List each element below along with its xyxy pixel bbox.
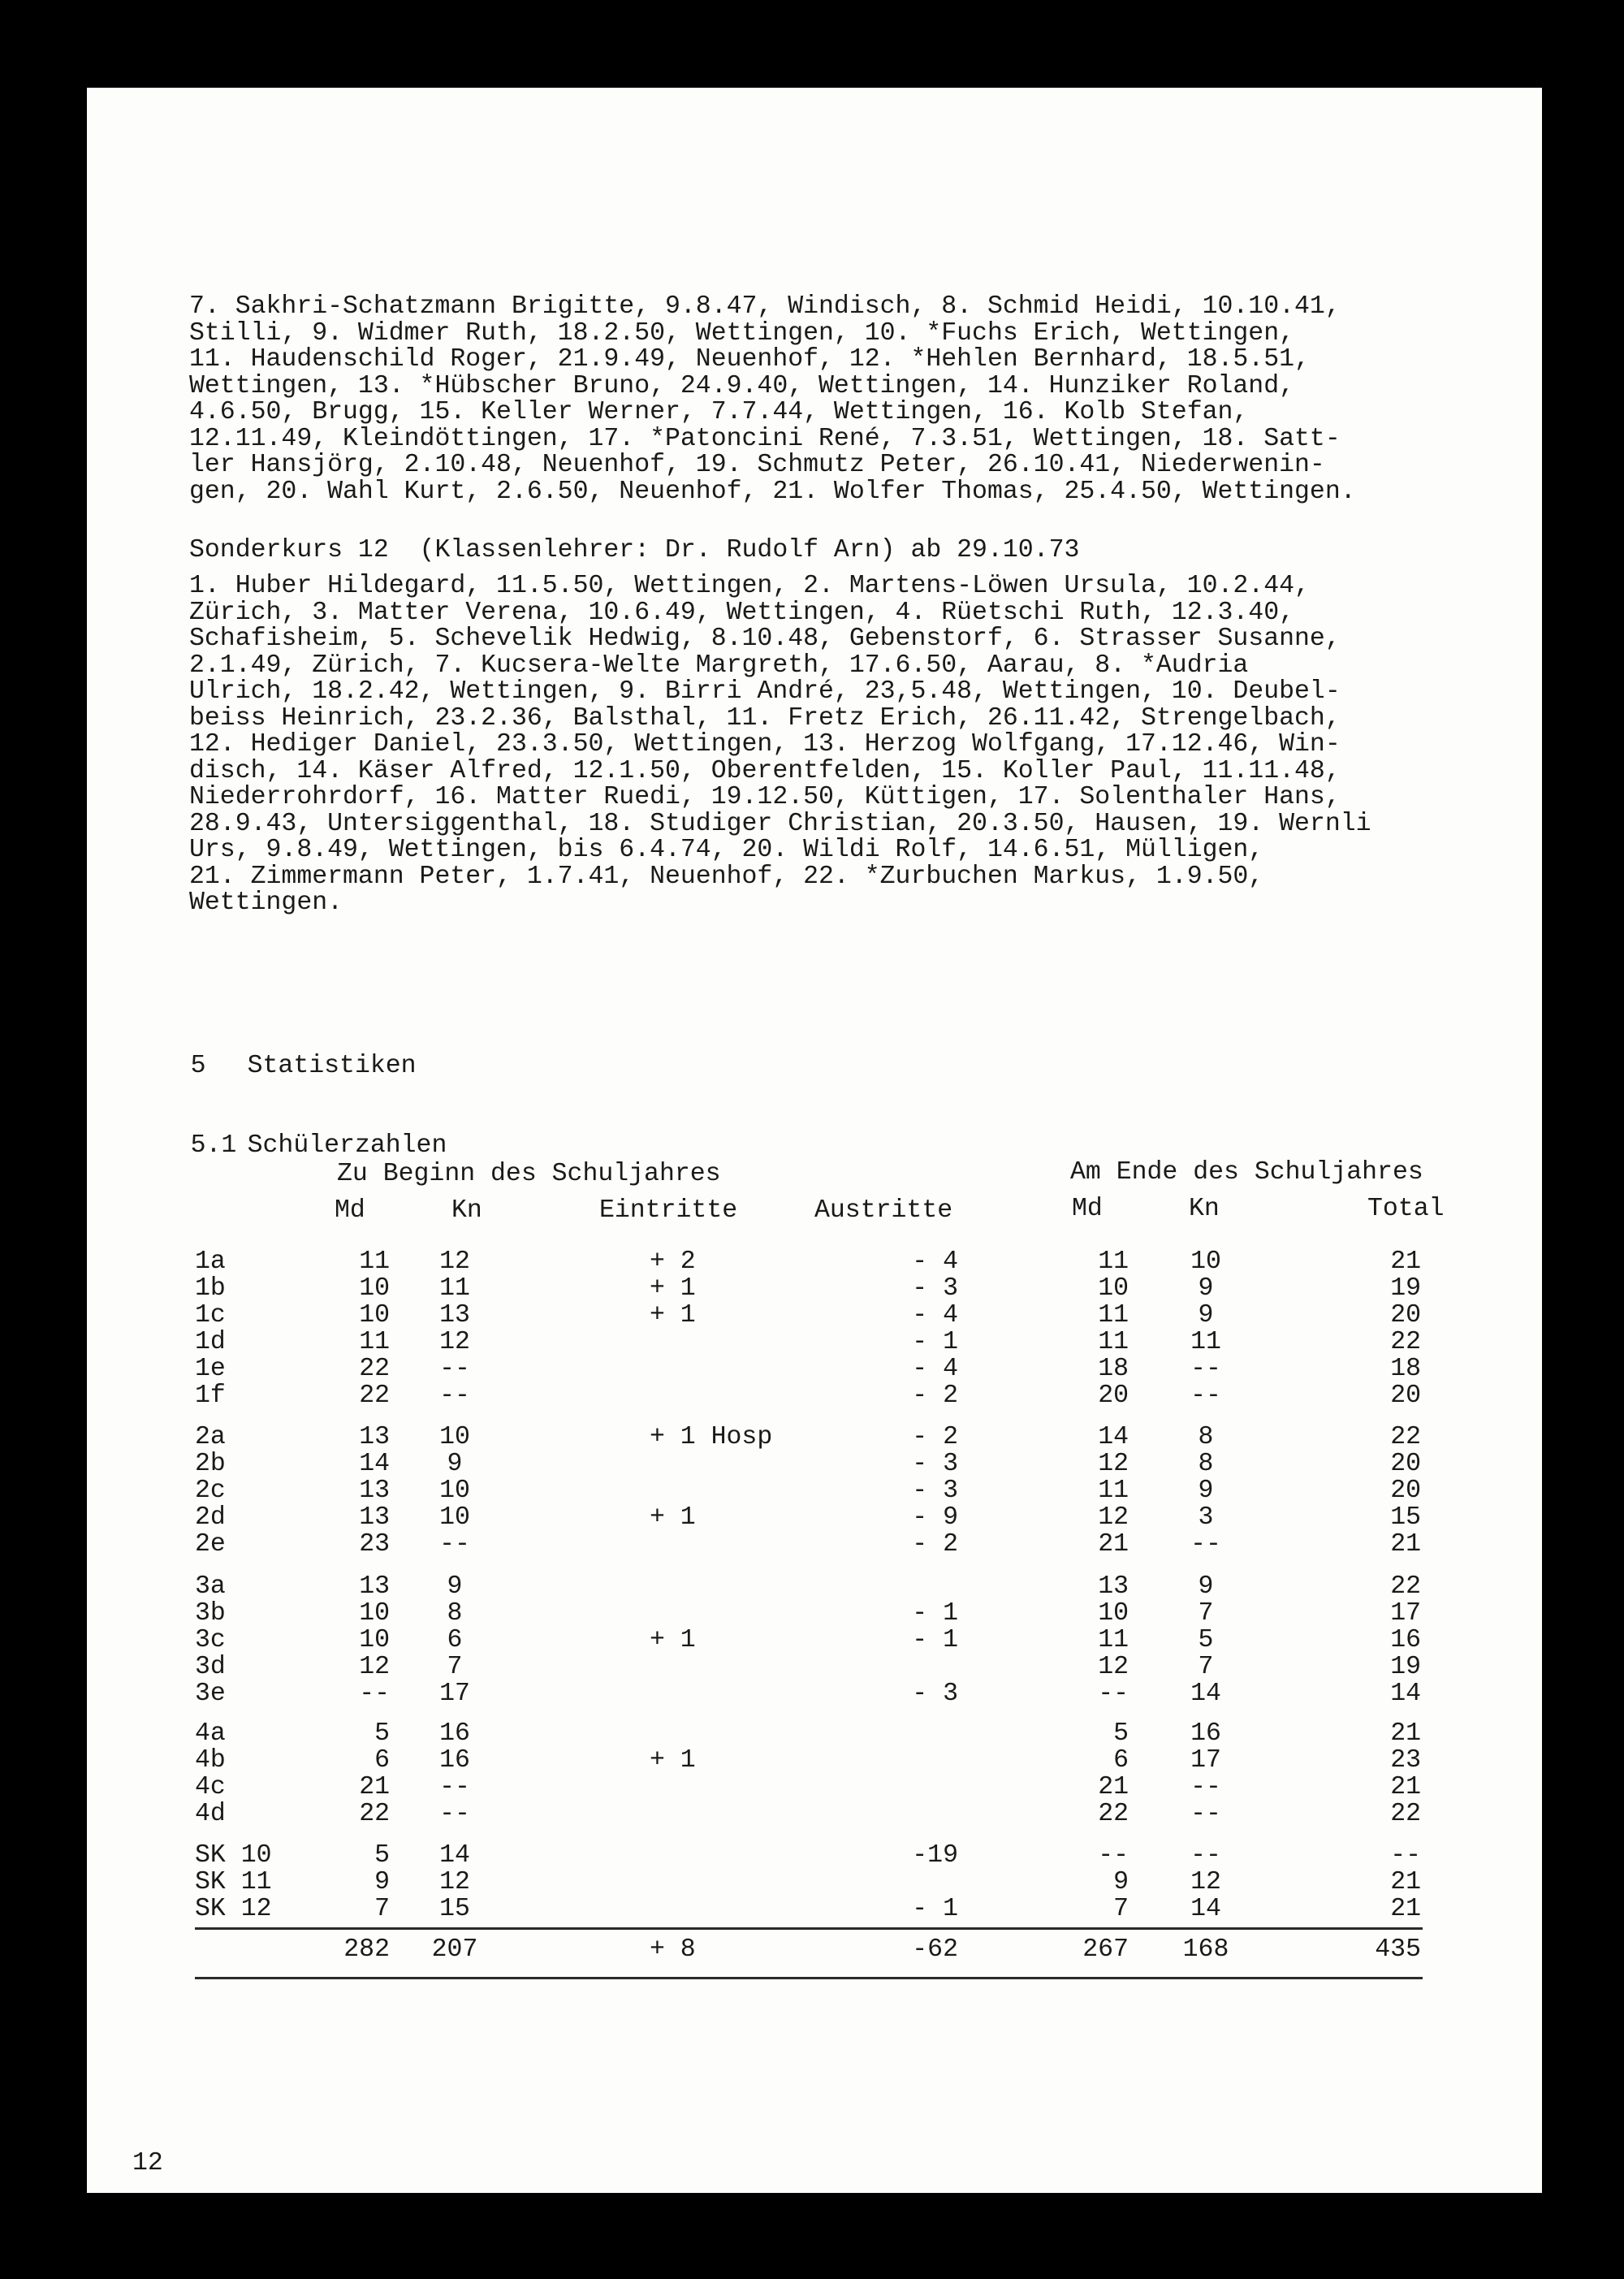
paragraph-line: gen, 20. Wahl Kurt, 2.6.50, Neuenhof, 21. Wolfer Thomas, 25.4.50, Wettingen. [189, 477, 1356, 506]
md-begin-cell: 22 [359, 1382, 390, 1410]
class-cell: 1d [195, 1328, 226, 1356]
total-cell: 19 [1390, 1274, 1421, 1303]
kn-begin-cell: -- [439, 1800, 470, 1828]
total-cell: 21 [1390, 1719, 1421, 1748]
kn-end-cell: 17 [1190, 1746, 1221, 1775]
class-cell: 3a [195, 1572, 226, 1601]
total-cell: 14 [1390, 1680, 1421, 1708]
kn-end-cell: -- [1190, 1355, 1221, 1383]
sonderkurs-paragraph-line: Urs, 9.8.49, Wettingen, bis 6.4.74, 20. Wildi Rolf, 14.6.51, Mülligen, [189, 836, 1264, 864]
column-header-austritte: Austritte [814, 1196, 953, 1225]
kn-end-cell: 14 [1190, 1680, 1221, 1708]
column-header-eintritte: Eintritte [599, 1196, 738, 1225]
total-cell: 21 [1390, 1868, 1421, 1896]
kn-end-cell: -- [1190, 1800, 1221, 1828]
total-cell: 22 [1390, 1423, 1421, 1451]
class-cell: 2c [195, 1477, 226, 1505]
kn-begin-cell: 6 [447, 1626, 463, 1654]
kn-end-cell: 3 [1198, 1503, 1214, 1532]
md-begin-cell: 13 [359, 1477, 390, 1505]
md-begin-cell: 10 [359, 1599, 390, 1628]
md-end-cell: -- [1098, 1680, 1129, 1708]
md-begin-cell: 5 [374, 1841, 390, 1870]
kn-end-cell: 8 [1198, 1450, 1214, 1478]
kn-end-cell: -- [1190, 1382, 1221, 1410]
kn-begin-cell: 8 [447, 1599, 463, 1628]
totals-austritte-cell: -62 [912, 1935, 958, 1964]
subsection-number: 5.1 [190, 1131, 237, 1160]
md-end-cell: 5 [1113, 1719, 1129, 1748]
class-cell: 2b [195, 1450, 226, 1478]
eintritte-cell: + 2 [650, 1248, 696, 1276]
kn-begin-cell: 16 [439, 1746, 470, 1775]
group-header-end: Am Ende des Schuljahres [1070, 1158, 1423, 1187]
md-end-cell: 12 [1098, 1653, 1129, 1681]
total-cell: 19 [1390, 1653, 1421, 1681]
md-end-cell: 21 [1098, 1773, 1129, 1801]
total-cell: 16 [1390, 1626, 1421, 1654]
page-number: 12 [132, 2149, 163, 2177]
kn-end-cell: 7 [1198, 1599, 1214, 1628]
eintritte-cell: + 1 [650, 1274, 696, 1303]
md-begin-cell: -- [359, 1680, 390, 1708]
total-cell: 22 [1390, 1800, 1421, 1828]
kn-begin-cell: 11 [439, 1274, 470, 1303]
sonderkurs-paragraph-line: 12. Hediger Daniel, 23.3.50, Wettingen, 13. Herzog Wolfgang, 17.12.46, Win- [189, 730, 1341, 759]
total-cell: 22 [1390, 1328, 1421, 1356]
md-begin-cell: 21 [359, 1773, 390, 1801]
kn-end-cell: -- [1190, 1773, 1221, 1801]
austritte-cell: - 1 [912, 1328, 958, 1356]
md-end-cell: 7 [1113, 1895, 1129, 1923]
sonderkurs-paragraph-line: 21. Zimmermann Peter, 1.7.41, Neuenhof, 22. *Zurbuchen Markus, 1.9.50, [189, 862, 1264, 891]
kn-begin-cell: 10 [439, 1423, 470, 1451]
class-cell: 1e [195, 1355, 226, 1383]
totals-rule-bottom [195, 1977, 1423, 1979]
austritte-cell: - 9 [912, 1503, 958, 1532]
sonderkurs-paragraph-line: beiss Heinrich, 23.2.36, Balsthal, 11. Fretz Erich, 26.11.42, Strengelbach, [189, 703, 1341, 733]
total-cell: 21 [1390, 1895, 1421, 1923]
austritte-cell: - 2 [912, 1530, 958, 1559]
md-begin-cell: 7 [374, 1895, 390, 1923]
column-header-md-begin: Md [335, 1196, 365, 1225]
class-cell: 1a [195, 1248, 226, 1276]
md-end-cell: 11 [1098, 1248, 1129, 1276]
md-end-cell: 11 [1098, 1328, 1129, 1356]
austritte-cell: - 1 [912, 1599, 958, 1628]
total-cell: 17 [1390, 1599, 1421, 1628]
class-cell: 2d [195, 1503, 226, 1532]
kn-begin-cell: -- [439, 1355, 470, 1383]
md-end-cell: 9 [1113, 1868, 1129, 1896]
md-begin-cell: 23 [359, 1530, 390, 1559]
paragraph-line: 11. Haudenschild Roger, 21.9.49, Neuenhof, 12. *Hehlen Bernhard, 18.5.51, [189, 345, 1310, 374]
class-cell: 1f [195, 1382, 226, 1410]
kn-end-cell: -- [1190, 1530, 1221, 1559]
class-cell: 3d [195, 1653, 226, 1681]
md-end-cell: 11 [1098, 1301, 1129, 1330]
austritte-cell: -19 [912, 1841, 958, 1870]
md-end-cell: 12 [1098, 1503, 1129, 1532]
kn-begin-cell: 9 [447, 1450, 463, 1478]
austritte-cell: - 1 [912, 1626, 958, 1654]
md-begin-cell: 12 [359, 1653, 390, 1681]
kn-begin-cell: 12 [439, 1328, 470, 1356]
md-begin-cell: 10 [359, 1274, 390, 1303]
paragraph-line: ler Hansjörg, 2.10.48, Neuenhof, 19. Schmutz Peter, 26.10.41, Niederwenin- [189, 451, 1325, 479]
section-number: 5 [190, 1052, 206, 1080]
sonderkurs-heading: Sonderkurs 12 (Klassenlehrer: Dr. Rudolf Arn) ab 29.10.73 [189, 536, 1080, 564]
eintritte-cell: + 1 [650, 1746, 696, 1775]
total-cell: 22 [1390, 1572, 1421, 1601]
kn-end-cell: 9 [1198, 1572, 1214, 1601]
kn-end-cell: 9 [1198, 1274, 1214, 1303]
md-begin-cell: 13 [359, 1572, 390, 1601]
class-cell: 3c [195, 1626, 226, 1654]
md-begin-cell: 13 [359, 1423, 390, 1451]
austritte-cell: - 3 [912, 1680, 958, 1708]
kn-begin-cell: 12 [439, 1868, 470, 1896]
kn-begin-cell: -- [439, 1382, 470, 1410]
column-header-total: Total [1367, 1195, 1445, 1223]
kn-end-cell: -- [1190, 1841, 1221, 1870]
sonderkurs-paragraph-line: Ulrich, 18.2.42, Wettingen, 9. Birri André, 23,5.48, Wettingen, 10. Deubel- [189, 677, 1341, 706]
class-cell: 3e [195, 1680, 226, 1708]
sonderkurs-paragraph-line: 28.9.43, Untersiggenthal, 18. Studiger Christian, 20.3.50, Hausen, 19. Wernli [189, 809, 1371, 838]
md-end-cell: 6 [1113, 1746, 1129, 1775]
austritte-cell: - 3 [912, 1477, 958, 1505]
kn-begin-cell: 9 [447, 1572, 463, 1601]
austritte-cell: - 3 [912, 1450, 958, 1478]
total-cell: 21 [1390, 1530, 1421, 1559]
class-cell: SK 10 [195, 1841, 272, 1870]
class-cell: 4a [195, 1719, 226, 1748]
kn-end-cell: 5 [1198, 1626, 1214, 1654]
subsection-title: Schülerzahlen [247, 1131, 447, 1160]
class-cell: 2e [195, 1530, 226, 1559]
totals-kn-end-cell: 168 [1182, 1935, 1229, 1964]
total-cell: 20 [1390, 1382, 1421, 1410]
md-begin-cell: 14 [359, 1450, 390, 1478]
md-begin-cell: 22 [359, 1355, 390, 1383]
total-cell: 15 [1390, 1503, 1421, 1532]
kn-end-cell: 12 [1190, 1868, 1221, 1896]
kn-end-cell: 9 [1198, 1301, 1214, 1330]
md-end-cell: 21 [1098, 1530, 1129, 1559]
column-header-kn-begin: Kn [451, 1196, 482, 1225]
austritte-cell: - 4 [912, 1355, 958, 1383]
kn-begin-cell: 17 [439, 1680, 470, 1708]
paragraph-line: Stilli, 9. Widmer Ruth, 18.2.50, Wettingen, 10. *Fuchs Erich, Wettingen, [189, 318, 1295, 348]
group-header-begin: Zu Beginn des Schuljahres [337, 1160, 721, 1188]
sonderkurs-paragraph-line: Niederrohrdorf, 16. Matter Ruedi, 19.12.50, Küttigen, 17. Solenthaler Hans, [189, 783, 1341, 811]
paragraph-line: 4.6.50, Brugg, 15. Keller Werner, 7.7.44, Wettingen, 16. Kolb Stefan, [189, 398, 1249, 426]
md-end-cell: 11 [1098, 1477, 1129, 1505]
md-end-cell: 20 [1098, 1382, 1129, 1410]
column-header-kn-end: Kn [1189, 1195, 1220, 1223]
md-begin-cell: 13 [359, 1503, 390, 1532]
class-cell: 1b [195, 1274, 226, 1303]
kn-end-cell: 9 [1198, 1477, 1214, 1505]
md-end-cell: 22 [1098, 1800, 1129, 1828]
md-end-cell: 11 [1098, 1626, 1129, 1654]
md-begin-cell: 11 [359, 1328, 390, 1356]
paragraph-line: 12.11.49, Kleindöttingen, 17. *Patoncini René, 7.3.51, Wettingen, 18. Satt- [189, 424, 1341, 453]
kn-begin-cell: 13 [439, 1301, 470, 1330]
total-cell: 20 [1390, 1477, 1421, 1505]
eintritte-cell: + 1 [650, 1301, 696, 1330]
eintritte-cell: + 1 [650, 1503, 696, 1532]
sonderkurs-paragraph-line: 1. Huber Hildegard, 11.5.50, Wettingen, 2. Martens-Löwen Ursula, 10.2.44, [189, 572, 1310, 600]
totals-md-end-cell: 267 [1082, 1935, 1129, 1964]
austritte-cell: - 3 [912, 1274, 958, 1303]
total-cell: 18 [1390, 1355, 1421, 1383]
austritte-cell: - 1 [912, 1895, 958, 1923]
kn-end-cell: 14 [1190, 1895, 1221, 1923]
md-begin-cell: 11 [359, 1248, 390, 1276]
class-cell: 4c [195, 1773, 226, 1801]
sonderkurs-paragraph-line: Wettingen. [189, 889, 343, 917]
kn-end-cell: 8 [1198, 1423, 1214, 1451]
totals-kn-begin-cell: 207 [431, 1935, 478, 1964]
total-cell: 21 [1390, 1248, 1421, 1276]
kn-begin-cell: 7 [447, 1653, 463, 1681]
total-cell: 21 [1390, 1773, 1421, 1801]
md-begin-cell: 6 [374, 1746, 390, 1775]
totals-total-cell: 435 [1375, 1935, 1421, 1964]
sonderkurs-paragraph-line: Zürich, 3. Matter Verena, 10.6.49, Wettingen, 4. Rüetschi Ruth, 12.3.40, [189, 598, 1295, 627]
md-begin-cell: 10 [359, 1301, 390, 1330]
document-page [87, 88, 1542, 2193]
class-cell: 2a [195, 1423, 226, 1451]
eintritte-cell: + 1 [650, 1626, 696, 1654]
paragraph-line: Wettingen, 13. *Hübscher Bruno, 24.9.40, Wettingen, 14. Hunziker Roland, [189, 371, 1295, 400]
total-cell: 20 [1390, 1450, 1421, 1478]
md-begin-cell: 5 [374, 1719, 390, 1748]
kn-begin-cell: 10 [439, 1477, 470, 1505]
md-end-cell: 10 [1098, 1599, 1129, 1628]
kn-begin-cell: 15 [439, 1895, 470, 1923]
sonderkurs-paragraph-line: Schafisheim, 5. Schevelik Hedwig, 8.10.48, Gebenstorf, 6. Strasser Susanne, [189, 625, 1341, 653]
class-cell: 4b [195, 1746, 226, 1775]
austritte-cell: - 4 [912, 1301, 958, 1330]
totals-eintritte-cell: + 8 [650, 1935, 696, 1964]
md-end-cell: 14 [1098, 1423, 1129, 1451]
kn-end-cell: 11 [1190, 1328, 1221, 1356]
eintritte-cell: + 1 Hosp [650, 1423, 773, 1451]
class-cell: 4d [195, 1800, 226, 1828]
class-cell: 1c [195, 1301, 226, 1330]
kn-begin-cell: 14 [439, 1841, 470, 1870]
paragraph-line: 7. Sakhri-Schatzmann Brigitte, 9.8.47, Windisch, 8. Schmid Heidi, 10.10.41, [189, 292, 1341, 321]
kn-end-cell: 16 [1190, 1719, 1221, 1748]
column-header-md-end: Md [1072, 1195, 1103, 1223]
class-cell: 3b [195, 1599, 226, 1628]
md-end-cell: 13 [1098, 1572, 1129, 1601]
totals-md-begin-cell: 282 [343, 1935, 390, 1964]
md-end-cell: 18 [1098, 1355, 1129, 1383]
kn-begin-cell: 12 [439, 1248, 470, 1276]
total-cell: 20 [1390, 1301, 1421, 1330]
md-end-cell: 10 [1098, 1274, 1129, 1303]
sonderkurs-paragraph-line: 2.1.49, Zürich, 7. Kucsera-Welte Margreth, 17.6.50, Aarau, 8. *Audria [189, 651, 1249, 680]
md-end-cell: 12 [1098, 1450, 1129, 1478]
md-begin-cell: 22 [359, 1800, 390, 1828]
austritte-cell: - 2 [912, 1382, 958, 1410]
totals-rule-top [195, 1927, 1423, 1930]
kn-begin-cell: 10 [439, 1503, 470, 1532]
md-begin-cell: 9 [374, 1868, 390, 1896]
md-end-cell: -- [1098, 1841, 1129, 1870]
md-begin-cell: 10 [359, 1626, 390, 1654]
class-cell: SK 12 [195, 1895, 272, 1923]
section-title: Statistiken [247, 1052, 417, 1080]
kn-begin-cell: 16 [439, 1719, 470, 1748]
kn-end-cell: 7 [1198, 1653, 1214, 1681]
class-cell: SK 11 [195, 1868, 272, 1896]
kn-begin-cell: -- [439, 1773, 470, 1801]
austritte-cell: - 4 [912, 1248, 958, 1276]
total-cell: 23 [1390, 1746, 1421, 1775]
kn-end-cell: 10 [1190, 1248, 1221, 1276]
austritte-cell: - 2 [912, 1423, 958, 1451]
total-cell: -- [1390, 1841, 1421, 1870]
sonderkurs-paragraph-line: disch, 14. Käser Alfred, 12.1.50, Oberentfelden, 15. Koller Paul, 11.11.48, [189, 756, 1341, 785]
kn-begin-cell: -- [439, 1530, 470, 1559]
